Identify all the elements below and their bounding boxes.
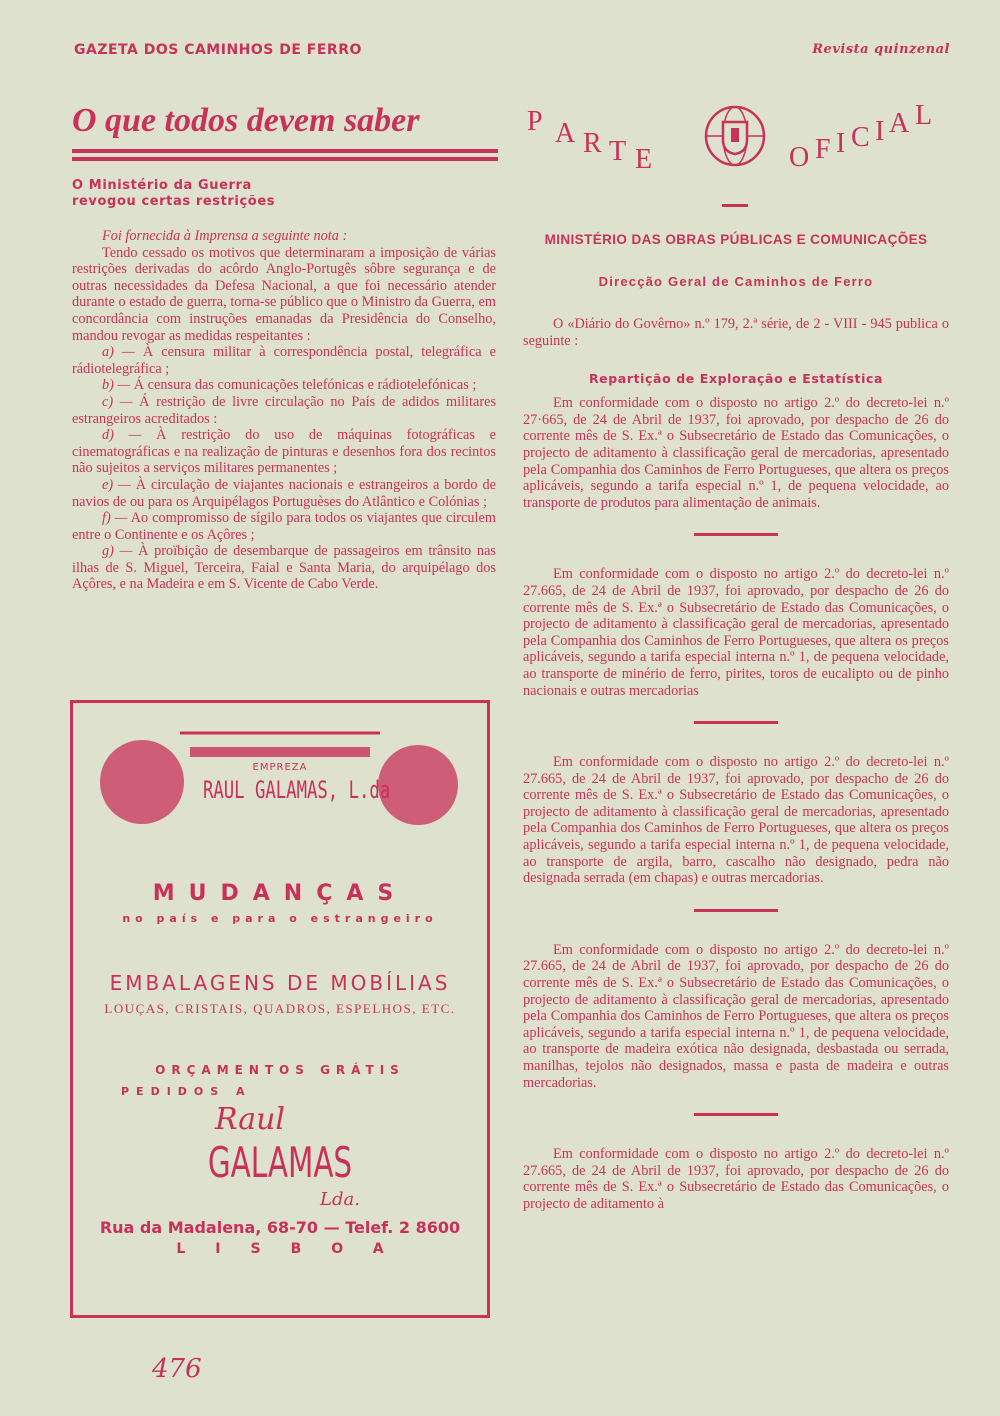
ad-empreza: EMPREZA — [252, 762, 308, 773]
decree-paragraph: Em conformidade com o disposto no artigo 2.º do decreto-lei n.º 27.665, de 24 de Abril de 1937, foi aprovado, por despacho de 26 do corrente mês de S. Ex.ª o Subsecretário de Estado das Comunicações, o projecto de aditamento à — [523, 1146, 949, 1212]
department-heading: Repartição de Exploração e Estatística — [588, 371, 884, 387]
ad-mudancas: MUDANÇAS — [152, 881, 408, 906]
publication-frequency: Revista quinzenal — [812, 42, 950, 57]
banner-letter: C — [851, 122, 870, 153]
item-text: Á censura das comunicações telefónicas e rádiotelefónicas ; — [133, 377, 477, 394]
decree-paragraph: Em conformidade com o disposto no artigo 2.º do decreto-lei n.º 27.665, de 24 de Abril de 1937, foi aprovado, por despacho de 26 do corrente mês de S. Ex.ª o Subsecretário de Estado das Comunicações, o projecto de aditamento à classificação geral de mercadorias, apresentado pela Companhia dos Caminhos de Ferro Portugueses, que altera os preços aplicáveis, segundo a tarifa especial interna n.º 1, de pequena velocidade, ao transporte de minério de ferro, pirites, toros de eucalipto ou de pinho nacionais e outras mercadorias — [523, 566, 949, 699]
banner-letter: E — [635, 144, 653, 175]
ad-logo-main: GALAMAS — [207, 1138, 353, 1187]
decree-paragraph: Em conformidade com o disposto no artigo 2.º do decreto-lei n.º 27.665, de 24 de Abril de 1937, foi aprovado, por despacho de 26 do corrente mês de S. Ex.ª o Subsecretário de Estado das Comunicações, o projecto de aditamento à classificação geral de mercadorias, apresentado pela Companhia dos Caminhos de Ferro Portugueses, que altera os preços aplicáveis, segundo a tarifa especial interna n.º 1, de pequena velocidade, ao transporte de madeira exótica não designada, desbastada ou serrada, manilhas, tejolos não designados, massa e pasta de madeira e outras mercadorias. — [523, 941, 949, 1091]
restriction-item — [72, 543, 496, 593]
parte-oficial-banner — [525, 100, 965, 180]
right-article — [523, 232, 949, 1213]
separator-rule — [694, 721, 778, 724]
item-text: À circulação de viajantes nacionais e estrangeiros a bordo de navios de ou para os Arquipélagos Portuguèses do Atlântico e Colónias ; — [72, 476, 496, 510]
ad-embalagens-sub: LOUÇAS, CRISTAIS, QUADROS, ESPELHOS, ETC. — [104, 1001, 456, 1016]
item-label: d) — — [102, 427, 142, 444]
ad-logo-lda: Lda. — [320, 1189, 360, 1210]
page-number: 476 — [152, 1354, 202, 1384]
item-text: À proïbição de desembarque de passageiros em trânsito nas ilhas de S. Miguel, Terceira, Faial e Santa Maria, do arquipélago dos Açôres, e na Madeira e em S. Vicente de Cabo Verde. — [72, 543, 496, 593]
coat-of-arms-icon — [703, 104, 767, 168]
item-label: g) — — [102, 543, 133, 560]
article-paragraph: Tendo cessado os motivos que determinaram a imposição de várias restrições derivadas do acôrdo Anglo-Portugês sôbre segurança e de outras necessidades da Defesa Nacional, a que foi necessário atender durante o estado de guerra, torna-se público que o Ministro da Guerra, em concordância com instruções emanadas da Presidência do Conselho, mandou revogar as medidas respeitantes : — [72, 244, 496, 344]
banner-letter: O — [789, 142, 810, 173]
ad-mudancas-sub: no país e para o estrangeiro — [122, 912, 438, 925]
banner-letter: L — [915, 100, 933, 131]
ministry-heading: MINISTÉRIO DAS OBRAS PÚBLICAS E COMUNICAÇÕES — [544, 232, 928, 247]
ad-city: LISBOA — [176, 1241, 414, 1257]
item-label: e) — — [102, 476, 131, 493]
ad-logo-script: Raul — [214, 1102, 286, 1137]
banner-letter: T — [609, 136, 627, 167]
item-text: Ao compromisso de sígilo para todos os viajantes que circulem entre o Continente e os Açôres ; — [72, 510, 496, 543]
banner-letter: I — [836, 128, 846, 159]
article-title-line: revogou certas restrições — [72, 194, 276, 209]
publication-name: GAZETA DOS CAMINHOS DE FERRO — [74, 42, 362, 58]
gazette-intro: O «Diário do Govêrno» n.º 179, 2.ª série, de 2 - VIII - 945 publica o seguinte : — [523, 316, 949, 349]
item-label: b) — — [102, 377, 131, 394]
article-title — [72, 178, 496, 210]
decree-paragraph: Em conformidade com o disposto no artigo 2.º do decreto-lei n.º 27.665, de 24 de Abril de 1937, foi aprovado, por despacho de 26 do corrente mês de S. Ex.ª o Subsecretário de Estado das Comunicações, o projecto de aditamento à classificação geral de mercadorias, apresentado pela Companhia dos Caminhos de Ferro Portugueses, que altera os preços aplicáveis, segundo a tarifa especial interna n.º 1, de pequena velocidade, ao transporte de argila, barro, cascalho não designado, pedra não designada serrada (em chapas) e outras mercadorias. — [523, 754, 949, 887]
banner-letter: P — [527, 106, 543, 137]
left-article — [72, 178, 496, 593]
banner-letter: I — [875, 116, 885, 147]
article-intro: Foi fornecida à Imprensa a seguinte nota : — [102, 228, 348, 244]
restriction-item — [72, 477, 496, 510]
article-title-line: O Ministério da Guerra — [72, 178, 252, 193]
ad-address: Rua da Madalena, 68-70 — Telef. 2 8600 — [99, 1218, 461, 1237]
ad-header — [73, 727, 487, 839]
ad-embalagens: EMBALAGENS DE MOBÍLIAS — [109, 971, 451, 995]
ad-orcamentos: ORÇAMENTOS GRÁTIS — [155, 1063, 405, 1077]
ad-company-block — [173, 761, 391, 805]
banner-letter: F — [815, 134, 831, 165]
banner-letter: A — [889, 108, 910, 139]
item-text: Á restrição de livre circulação no País de adidos militares estrangeiros acreditados : — [72, 393, 497, 427]
item-label: c) — — [102, 393, 133, 410]
restriction-item — [72, 510, 496, 543]
restriction-item — [72, 344, 496, 377]
restriction-item — [72, 427, 496, 477]
raul-galamas-advertisement — [70, 700, 490, 1318]
separator-rule — [694, 1113, 778, 1116]
item-label: a) — — [102, 344, 135, 361]
restriction-item — [72, 394, 496, 427]
banner-letter: R — [583, 128, 602, 159]
separator-rule — [694, 909, 778, 912]
decree-paragraph: Em conformidade com o disposto no artigo 2.º do decreto-lei n.º 27·665, de 24 de Abril de 1937, foi aprovado, por despacho de 26 do corrente mês de S. Ex.ª o Subsecretário de Estado das Comunicações, o projecto de aditamento à classificação geral de mercadorias, apresentado pela Companhia dos Caminhos de Ferro Portugueses, que altera os preços aplicáveis, segundo a tarifa especial n.º 1, de pequena velocidade, ao transporte de produtos para alimentação de animais. — [523, 395, 949, 511]
banner-letter: A — [555, 118, 576, 149]
directorate-heading: Direcção Geral de Caminhos de Ferro — [598, 274, 874, 289]
ad-company: RAUL GALAMAS, L.da — [202, 776, 391, 804]
title-double-rule — [72, 149, 498, 161]
ad-pedidos: PEDIDOS A — [121, 1085, 252, 1098]
item-label: f) — — [102, 510, 128, 527]
section-title: O que todos devem saber — [72, 102, 420, 139]
separator-rule — [694, 533, 778, 536]
banner-ornament — [722, 204, 748, 207]
item-text: À censura militar à correspondência postal, telegráfica e rádiotelegráfica ; — [72, 344, 497, 377]
item-text: À restrição do uso de máquinas fotográficas e cinematográficas e na realização de pinturas e desenhos fora dos recintos não sujeitos a serviços militares permanentes ; — [72, 427, 497, 477]
restriction-item — [72, 377, 496, 394]
